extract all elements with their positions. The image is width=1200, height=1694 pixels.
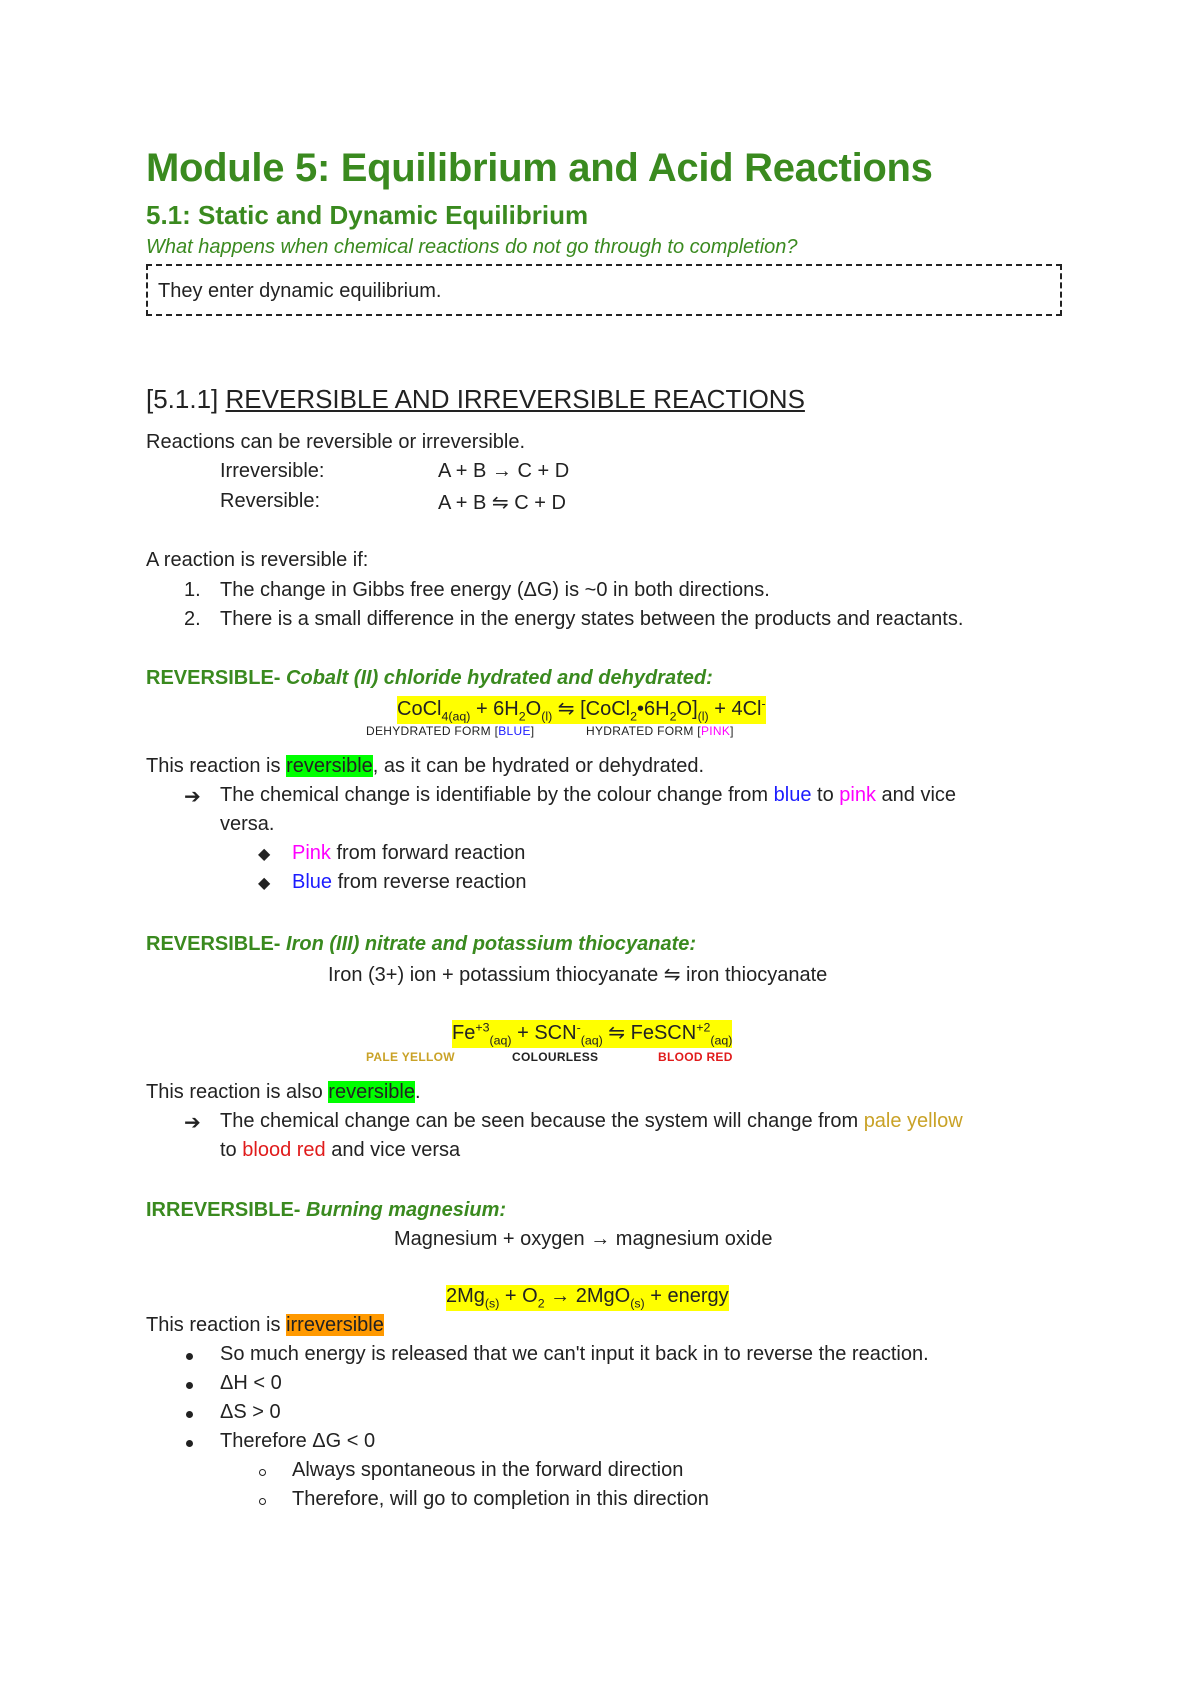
intro-text: Reactions can be reversible or irreversible. [146,431,526,453]
label-pale-yellow: PALE YELLOW [366,1050,455,1064]
hollow-circle-icon [259,1469,266,1476]
type-label-irreversible: Irreversible: [220,460,325,482]
magnesium-heading [146,1199,506,1222]
type-equation-irreversible: A + B → C + D [438,460,570,482]
filled-circle-icon [186,1411,193,1418]
iron-word-equation: Iron (3+) ion + potassium thiocyanate ⇋ iron thiocyanate [328,964,828,986]
filled-circle-icon [186,1382,193,1389]
type-label-reversible: Reversible: [220,490,321,512]
magnesium-subbullet: Always spontaneous in the forward direction [292,1459,684,1481]
reaction-name: Burning magnesium: [306,1199,507,1221]
section-title: REVERSIBLE AND IRREVERSIBLE REACTIONS [225,384,805,414]
iron-heading [146,933,696,956]
iron-arrow-text: The chemical change can be seen because the system will change from pale yellow [220,1110,963,1132]
iron-equation: $Fe^{+3}_{(aq)} + SCN^-_{(aq)}$ ⇋ FeSCN$^{+2}_{(aq)}$ [452,1020,733,1048]
diamond-icon: ◆ [258,875,271,892]
cobalt-heading [146,667,713,690]
answer-text: They enter dynamic equilibrium. [158,280,442,302]
filled-circle-icon [186,1353,193,1360]
reaction-name: Cobalt (II) chloride hydrated and dehydrated: [286,667,713,689]
condition-text: The change in Gibbs free energy (ΔG) is ~0 in both directions. [220,579,770,601]
magnesium-bullet: ΔS > 0 [220,1401,281,1423]
guiding-question: What happens when chemical reactions do not go through to completion? [146,236,798,258]
diamond-icon: ◆ [258,846,271,863]
magnesium-statement: This reaction is irreversible [146,1314,384,1336]
magnesium-bullet: So much energy is released that we can't input it back in to reverse the reaction. [220,1343,929,1365]
hollow-circle-icon [259,1498,266,1505]
right-arrow-icon: ➔ [184,786,201,808]
cobalt-arrow-text: The chemical change is identifiable by the colour change from blue to pink and vice [220,784,957,806]
condition-text: There is a small difference in the energy states between the products and reactants. [220,608,964,630]
magnesium-bullet: Therefore ΔG < 0 [220,1430,376,1452]
cobalt-arrow-text-cont: versa. [220,813,275,835]
reaction-kind: IRREVERSIBLE- [146,1199,301,1221]
iron-statement: This reaction is also reversible. [146,1081,421,1103]
cobalt-statement: This reaction is reversible, as it can be hydrated or dehydrated. [146,755,705,777]
condition-number: 1. [184,579,201,601]
page-subtitle: 5.1: Static and Dynamic Equilibrium [146,200,589,230]
page-title: Module 5: Equilibrium and Acid Reactions [146,146,933,190]
label-hydrated: HYDRATED FORM [PINK] [586,724,734,738]
magnesium-bullet: ΔH < 0 [220,1372,282,1394]
magnesium-subbullet: Therefore, will go to completion in this direction [292,1488,709,1510]
right-arrow-icon: ➔ [184,1112,201,1134]
reaction-name: Iron (III) nitrate and potassium thiocyanate: [286,933,697,955]
iron-arrow-text-cont: to blood red and vice versa [220,1139,461,1161]
label-blood-red: BLOOD RED [658,1050,733,1064]
filled-circle-icon [186,1440,193,1447]
cobalt-sub-blue: Blue from reverse reaction [292,871,527,893]
section-heading [146,384,805,415]
magnesium-equation: $2Mg_{(s)} + O_2 \to 2MgO_{(s)}$ + energy [446,1285,729,1311]
cobalt-equation: CoCl$_{4(aq)}$ + $6H_2O_{(l)}$ ⇋ $[CoCl_2•6H_2O]_{(l)} + 4Cl^-$ [397,696,766,724]
reaction-kind: REVERSIBLE- [146,933,281,955]
section-number: [5.1.1] [146,384,219,414]
condition-number: 2. [184,608,201,630]
magnesium-word-equation: Magnesium + oxygen → magnesium oxide [394,1228,773,1250]
type-equation-reversible: A + B ⇋ C + D [438,492,566,514]
reaction-kind: REVERSIBLE- [146,667,281,689]
cobalt-sub-pink: Pink from forward reaction [292,842,526,864]
label-dehydrated: DEHYDRATED FORM [BLUE] [366,724,535,738]
label-colourless: COLOURLESS [512,1050,599,1064]
conditions-lead: A reaction is reversible if: [146,549,369,571]
